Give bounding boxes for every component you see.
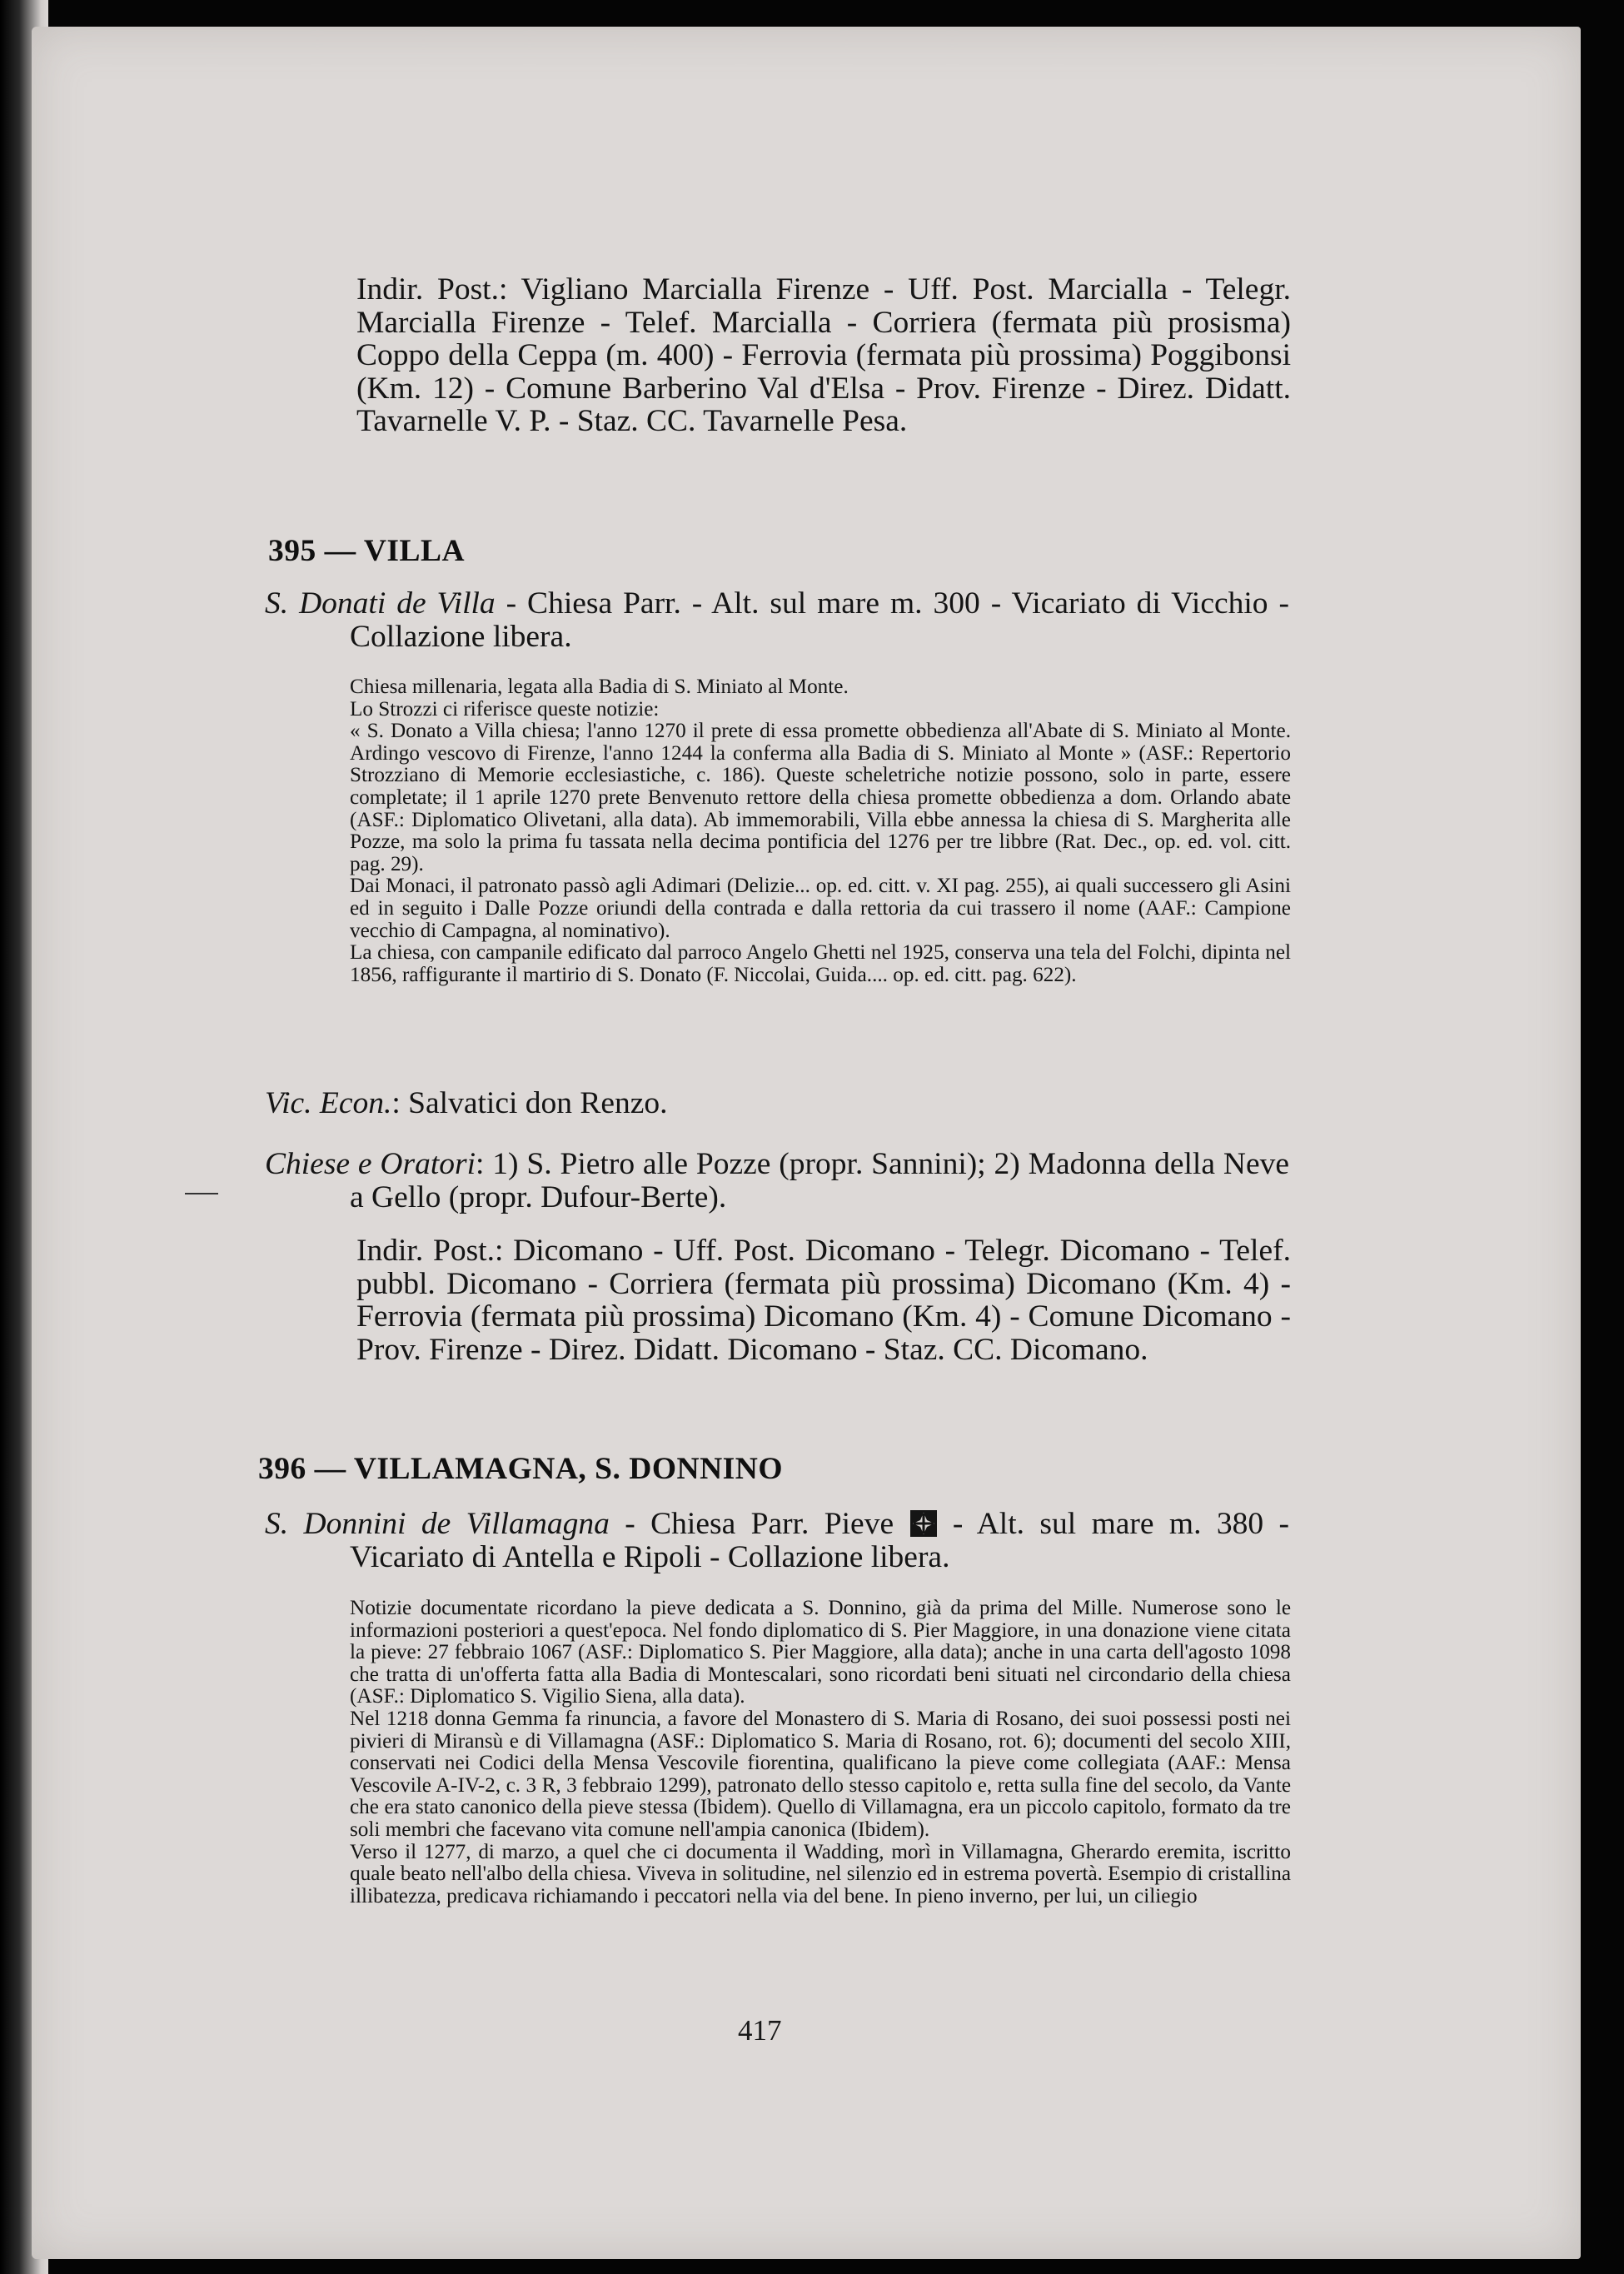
note-paragraph: Lo Strozzi ci riferisce queste notizie: bbox=[350, 697, 660, 721]
entry-396-church-desc-after: - Alt. sul mare m. 380 - Vicariato di Antella e Ripoli - Collazione libera. bbox=[350, 1507, 1289, 1574]
note-paragraph: La chiesa, con campanile edificato dal parroco Angelo Ghetti nel 1925, conserva una tela del Folchi, dipinta nel 1856, raffigurante il martirio di S. Donato (F. Niccolai, Guida.... op. ed. citt. pag. 622). bbox=[350, 941, 1291, 986]
entry-395-heading: 395 — VILLA bbox=[268, 534, 466, 568]
entry-395-address: Indir. Post.: Dicomano - Uff. Post. Dicomano - Telegr. Dicomano - Telef. pubbl. Dicomano - Corriera (fermata più prossima) Dicomano (Km. 4) - Ferrovia (fermata più prossima) Dicomano (Km. 4) - Comune Dicomano - Prov. Firenze - Direz. Didatt. Dicomano - Staz. CC. Dicomano. bbox=[356, 1234, 1291, 1367]
entry-396-notes bbox=[350, 1598, 1291, 1907]
note-paragraph: Dai Monaci, il patronato passò agli Adimari (Delizie... op. ed. citt. v. XI pag. 255), ai quali successero gli Asini ed in seguito i Dalle Pozze oriundi della contrada e dalla rettoria da cui trassero il nome (AAF.: Campione vecchio di Campagna, al nominativo). bbox=[350, 875, 1291, 942]
entry-396-heading: 396 — VILLAMAGNA, S. DONNINO bbox=[258, 1452, 784, 1486]
entry-396-church-line bbox=[265, 1508, 1289, 1574]
note-paragraph: Notizie documentate ricordano la pieve dedicata a S. Donnino, già da prima del Mille. Numerose sono le informazioni posteriori a quest'epoca. Nel fondo diplomatico di S. Pier Maggiore, in una donazione viene citata la pieve: 27 febbraio 1067 (ASF.: Diplomatico S. Pier Maggiore, alla data); anche in una carta dell'agosto 1098 che tratta di un'offerta fatta alla Badia di Montescalari, sono ricordati beni situati nel circondario della chiesa (ASF.: Diplomatico S. Vigilio Siena, alla data). bbox=[350, 1597, 1291, 1708]
pieve-cross-icon bbox=[909, 1509, 938, 1538]
chiese-label: Chiese e Oratori bbox=[265, 1147, 476, 1181]
note-paragraph: Nel 1218 donna Gemma fa rinuncia, a favore del Monastero di S. Maria di Rosano, dei suoi possessi posti nei pivieri di Miransù e di Villamagna (ASF.: Diplomatico S. Maria di Rosano, rot. 6); documenti del secolo XIII, conservati nei Codici della Mensa Vescovile fiorentina, qualificano la pieve come collegiata (AAF.: Mensa Vescovile A-IV-2, c. 3 R, 3 febbraio 1299), patronato dello stesso capitolo e, retta sulla fine del secolo, da Vante che era stato canonico della pieve stessa (Ibidem). Quello di Villamagna, era un piccolo capitolo, formato da tre soli membri che facevano vita comune nell'ampia canonica (Ibidem). bbox=[350, 1707, 1291, 1841]
entry-396-church-desc: - Chiesa Parr. Pieve bbox=[609, 1507, 909, 1541]
entry-395-chiese bbox=[265, 1148, 1289, 1214]
entry-395-vicar bbox=[265, 1087, 1289, 1120]
note-paragraph: « S. Donato a Villa chiesa; l'anno 1270 il prete di essa promette obbedienza all'Abate di S. Miniato al Monte. Ardingo vescovo di Firenze, l'anno 1244 la conferma alla Badia di S. Miniato al Monte » (ASF.: Repertorio Strozziano di Memorie ecclesiastiche, c. 186). Queste scheletriche notizie possono, solo in parte, essere completate; il 1 aprile 1270 prete Benvenuto rettore della chiesa promette obbedienza a dom. Orlando abate (ASF.: Diplomatico Olivetani, alla data). Ab immemorabili, Villa ebbe annessa la chiesa di S. Margherita alle Pozze, ma solo la prima fu tassata nella decima pontificia del 1276 per tre libbre (Rat. Dec., op. ed. vol. citt. pag. 29). bbox=[350, 720, 1291, 875]
entry-395-church-name: S. Donati de Villa bbox=[265, 586, 496, 621]
vicar-label: Vic. Econ. bbox=[265, 1086, 392, 1120]
entry-395-notes bbox=[350, 676, 1291, 986]
margin-mark bbox=[185, 1193, 218, 1194]
note-paragraph: Verso il 1277, di marzo, a quel che ci documenta il Wadding, morì in Villamagna, Gherardo eremita, iscritto quale beato nell'albo della chiesa. Viveva in solitudine, nel silenzio ed in estrema povertà. Esempio di cristallina illibatezza, predicava richiamando i peccatori nella via del bene. In pieno inverno, per lui, un ciliegio bbox=[350, 1840, 1291, 1907]
vicar-value: : Salvatici don Renzo. bbox=[391, 1086, 668, 1120]
entry-395-church-desc: - Chiesa Parr. - Alt. sul mare m. 300 - Vicariato di Vicchio - Collazione libera. bbox=[350, 586, 1289, 654]
entry-395-church-line bbox=[265, 587, 1289, 654]
entry-396-church-name: S. Donnini de Villamagna bbox=[265, 1507, 610, 1541]
note-paragraph: Chiesa millenaria, legata alla Badia di S. Miniato al Monte. bbox=[350, 676, 849, 698]
chiese-value: : 1) S. Pietro alle Pozze (propr. Sannini); 2) Madonna della Neve a Gello (propr. Dufour-Berte). bbox=[350, 1147, 1289, 1214]
address-block-top: Indir. Post.: Vigliano Marcialla Firenze - Uff. Post. Marcialla - Telegr. Marcialla Firenze - Telef. Marcialla - Corriera (fermata più prosisma) Coppo della Ceppa (m. 400) - Ferrovia (fermata più prossima) Poggibonsi (Km. 12) - Comune Barberino Val d'Elsa - Prov. Firenze - Direz. Didatt. Tavarnelle V. P. - Staz. CC. Tavarnelle Pesa. bbox=[356, 272, 1291, 438]
page-number: 417 bbox=[738, 2014, 782, 2047]
